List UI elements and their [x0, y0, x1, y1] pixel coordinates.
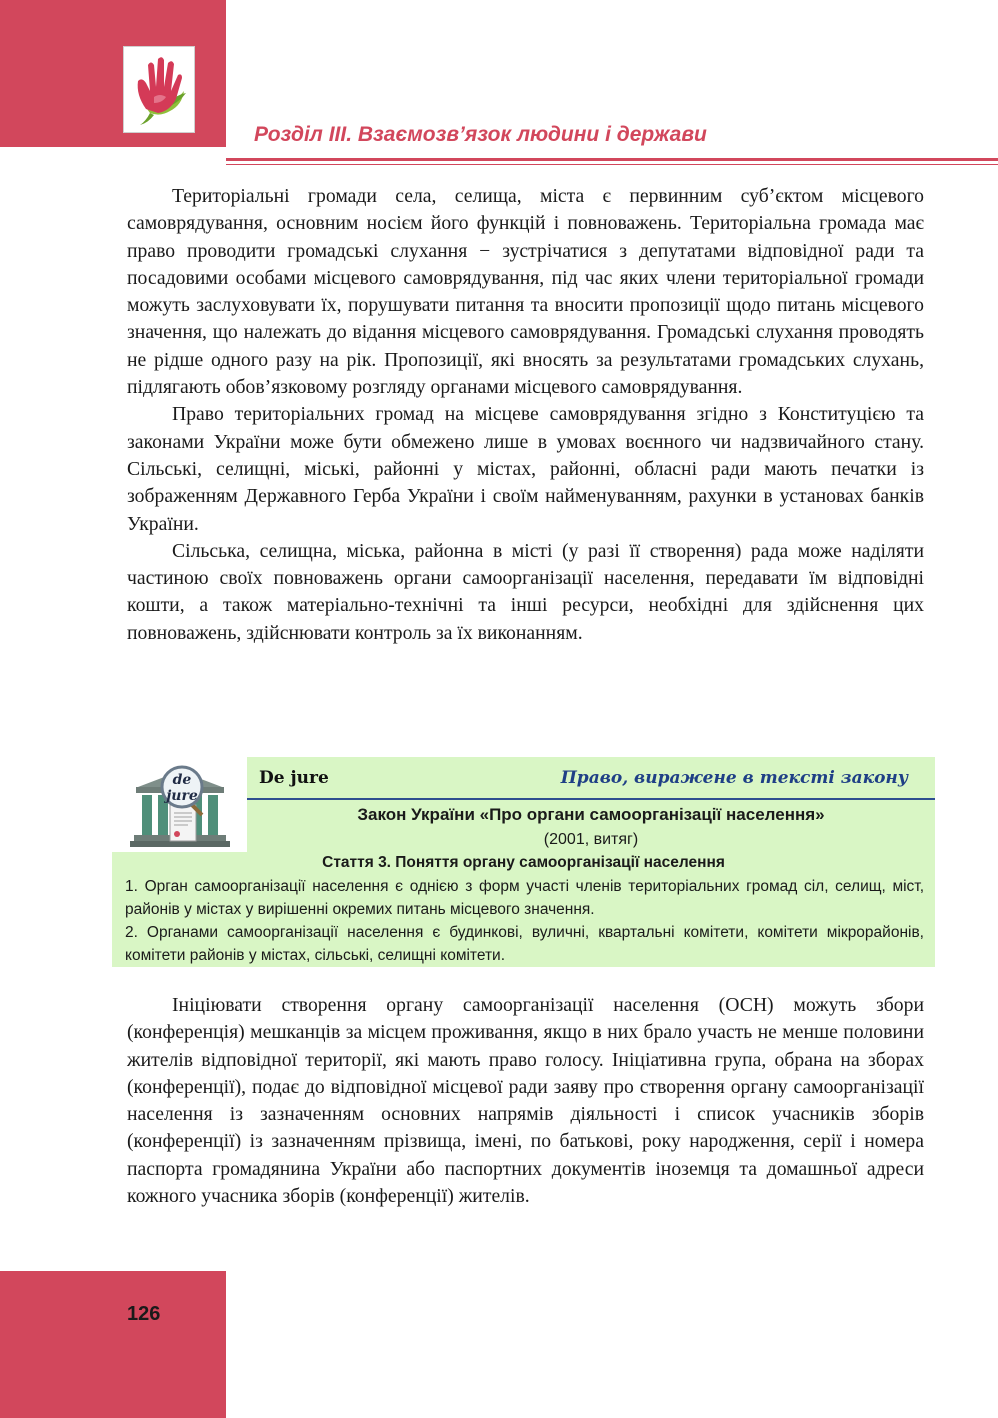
dejure-tagline: Право, виражене в тексті закону	[560, 768, 908, 788]
body-text-top	[127, 183, 924, 647]
body-text-bottom	[127, 992, 924, 1210]
paragraph: Територіальні громади села, селища, міста є первинним суб’єктом місцевого самоврядування, основним носієм його функцій і повноважень. Територіальна громада має право проводити громадські слухання − зустрічатися з депутатами відповідної ради та посадовими особами місцевого самоврядування, під час яких члени територіальної громади можуть заслуховувати їх, порушувати питання та вносити пропозиції щодо питань місцевого значення, що належать до відання місцевого самоврядування. Громадські слухання проводять не рідше одного разу на рік. Пропозиції, які вносять за результатами громадських слухань, підлягають обов’язковому розгляду органами місцевого самоврядування.	[127, 185, 924, 399]
law-title: Закон України «Про органи самоорганізації населення»	[357, 805, 825, 824]
hand-bird-logo-icon	[123, 46, 195, 133]
icon-text-jure: jure	[166, 788, 198, 804]
header-rule	[226, 158, 998, 161]
footer-accent-block	[0, 1271, 226, 1418]
paragraph: Право територіальних громад на місцеве самоврядування згідно з Конституцією та законами України може бути обмежено лише в умовах воєнного чи надзвичайного стану. Сільські, селищні, міські, районні у містах, районні, обласні ради мають печатки із зображенням Державного Герба України і своїм найменуванням, рахунки в установах банків України.	[127, 403, 924, 535]
courthouse-magnifier-icon	[130, 757, 230, 849]
article-item: 2. Органами самоорганізації населення є будинкові, вуличні, квартальні комітети, комітети мікрорайонів, комітети районів у містах, сільські, селищні комітети.	[125, 924, 924, 964]
article-item: 1. Орган самоорганізації населення є однією з форм участі членів територіальних громад сіл, селищ, міст, районів у містах у вирішенні окремих питань місцевого значення.	[125, 878, 924, 918]
header-rule-thin	[226, 164, 998, 165]
paragraph: Ініціювати створення органу самоорганізації населення (ОСН) можуть збори (конференція) мешканців за місцем проживання, якщо в них брало участь не менше половини жителів відповідної території, які мають право голосу. Ініціативна група, обрана на зборах (конференції), подає до відповідної місцевої ради заяву про створення органу самоорганізації населення із зазначенням основних напрямів діяльності і список учасників зборів (конференції) із зазначенням прізвища, імені, по батькові, року народження, серії і номера паспорта громадянина України або паспортних документів іноземця та домашньої адреси кожного учасника зборів (конференції) жителів.	[127, 994, 924, 1208]
article-title: Стаття 3. Поняття органу самоорганізації населення	[322, 854, 725, 871]
law-subtitle: (2001, витяг)	[543, 831, 639, 848]
dejure-label: De jure	[259, 768, 329, 788]
icon-text-de: de	[172, 772, 192, 788]
section-title: Розділ ІІІ. Взаємозв’язок людини і держави	[254, 123, 707, 146]
paragraph: Сільська, селищна, міська, районна в місті (у разі її створення) рада може наділяти частиною своїх повноважень органи самоорганізації населення, передавати їм відповідні кошти, а також матеріально-технічні та інші ресурси, необхідні для здійснення цих повноважень, здійснювати контроль за їх виконанням.	[127, 539, 924, 644]
page-number: 126	[127, 1303, 161, 1325]
article-text	[125, 875, 924, 967]
